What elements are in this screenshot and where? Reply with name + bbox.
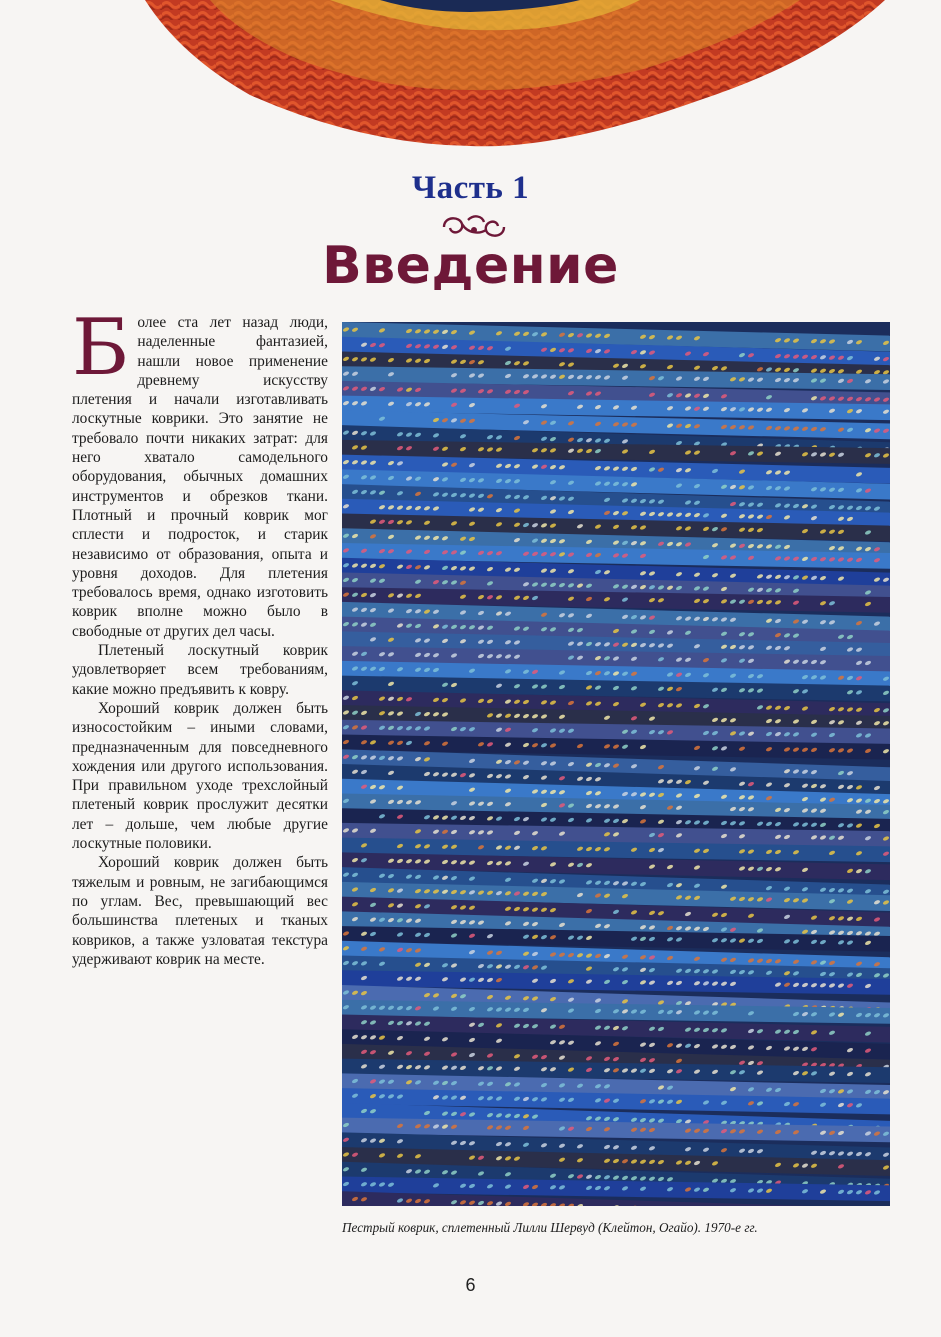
braided-rug-photo [342, 322, 890, 1206]
top-rug-image [0, 0, 941, 150]
page-number: 6 [465, 1275, 476, 1295]
drop-cap: Б [72, 303, 130, 393]
chapter-title: Введение [322, 236, 619, 296]
article-paragraph: Хороший коврик должен быть тяжелым и ровным, не загибающимся по углам. Вес, превышающий вес большинства плетеных и тканых ковриков, а также узловатая текстура удерживают коврик на месте. [72, 854, 328, 968]
article-paragraph-text: олее ста лет назад люди, наделенные фантазией, нашли новое применение древнему искусству плетения и начали изготавливать лоскутные коврики. Это занятие не требовало почти никаких затрат: для него хватало самодельного оборудования, обычных домашних инструментов и обрезков ткани. Плотный и прочный коврик мог сплести и подросток, и старик независимо от образования, опыта и уровня доходов. Для плетения требовалось время, однако изготовить коврик вполне можно было в свободные от других дел часы. [72, 314, 328, 640]
article-paragraph [72, 303, 328, 641]
figure-caption: Пестрый коврик, сплетенный Лилли Шервуд (Клейтон, Огайо). 1970-е гг. [342, 1220, 758, 1235]
article-paragraph: Плетеный лоскутный коврик удовлетворяет всем требованиям, какие можно предъявить к ковру. [72, 642, 328, 698]
part-label: Часть 1 [411, 170, 530, 206]
article-paragraph: Хороший коврик должен быть износостойким – иными словами, предназначенным для повседневного хождения или другого использования. При правильном уходе трехслойный плетеный коврик прослужит десятки лет – дольше, чем любые другие лоскутные половики. [72, 699, 328, 853]
rug-stripes [342, 322, 890, 1206]
article-body [72, 303, 328, 969]
